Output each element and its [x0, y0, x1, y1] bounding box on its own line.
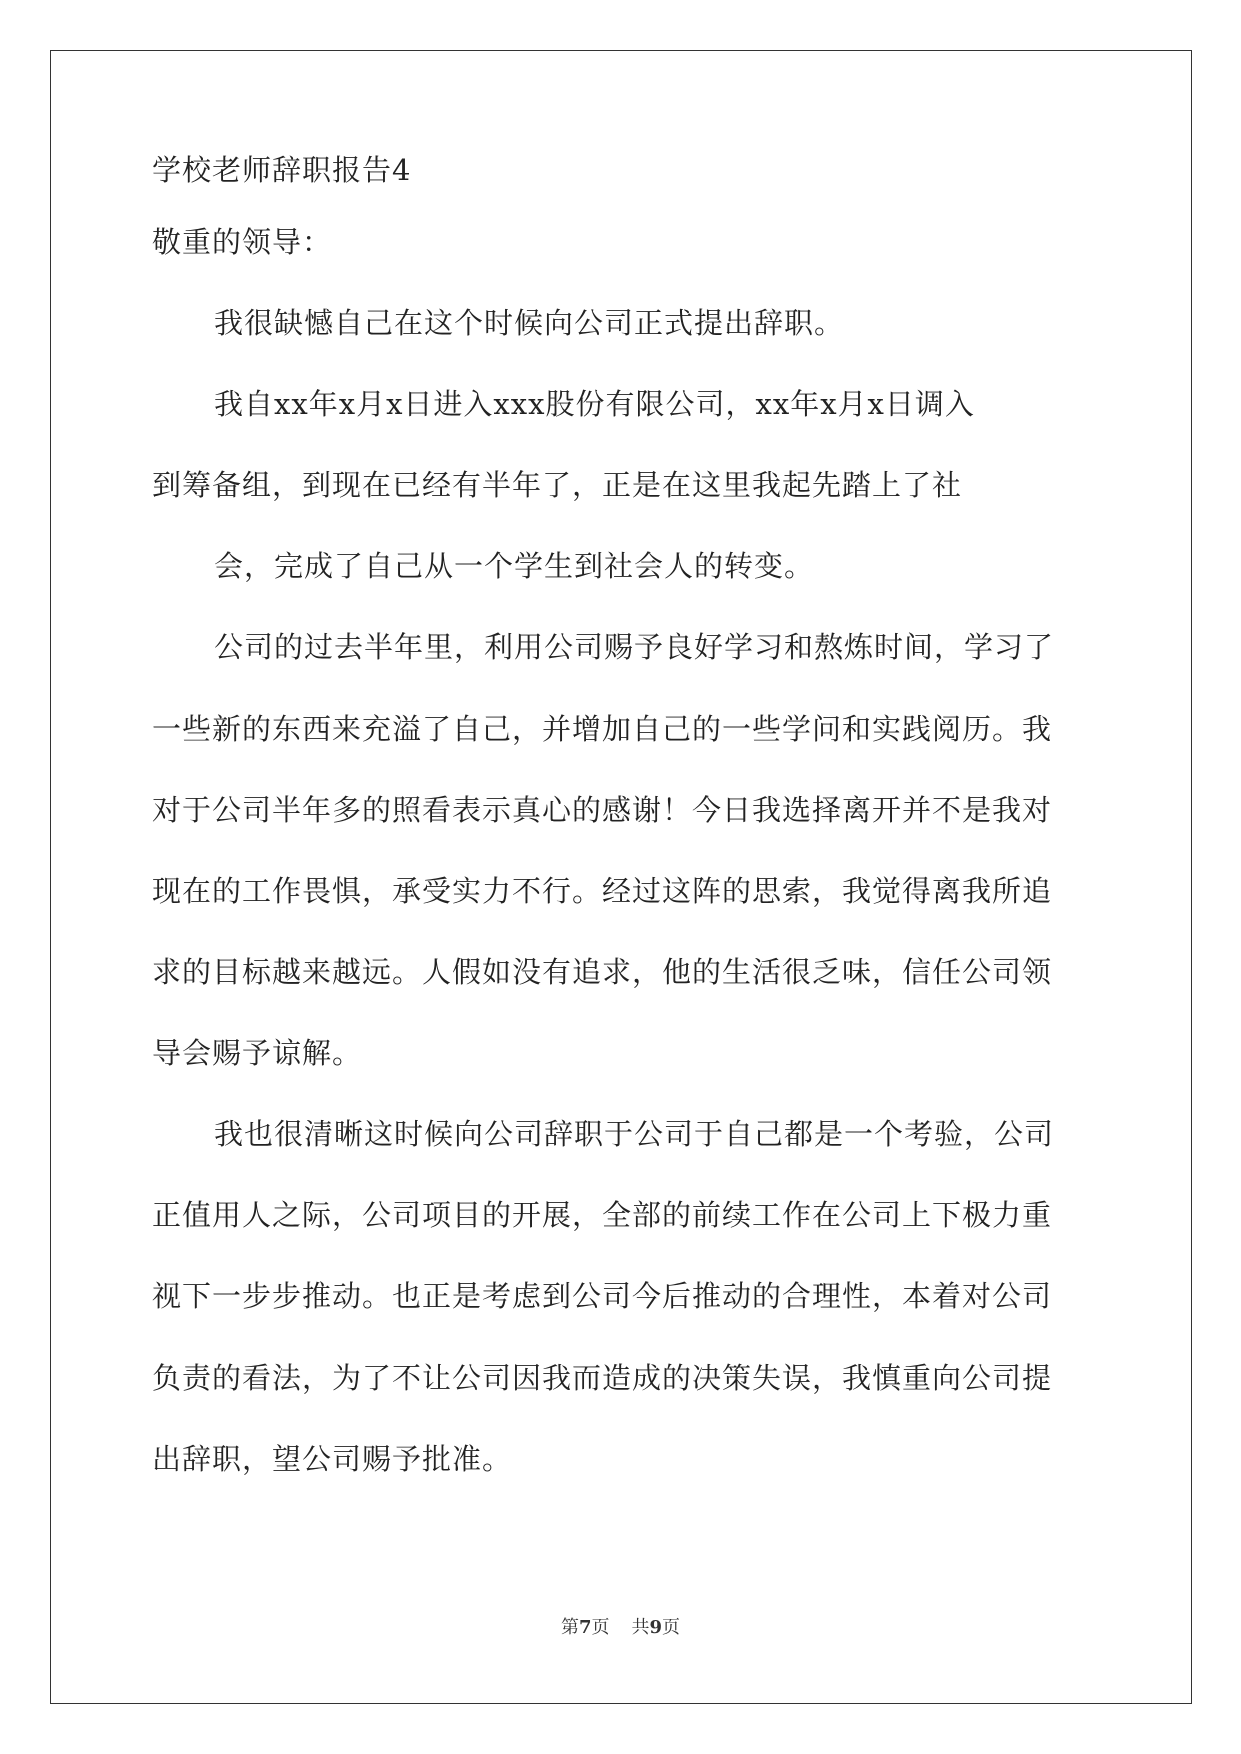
paragraph-line: 公司的过去半年里，利用公司赐予良好学习和熬炼时间，学习了 — [214, 630, 1055, 664]
footer-page-suffix: 页 — [591, 1617, 610, 1638]
paragraph-line: 导会赐予谅解。 — [152, 1036, 363, 1070]
paragraph-line: 我自xx年x月x日进入xxx股份有限公司，xx年x月x日调入 — [214, 387, 975, 421]
paragraph-line: 求的目标越来越远。人假如没有追求，他的生活很乏味，信任公司领 — [152, 955, 1053, 989]
paragraph-line: 到筹备组，到现在已经有半年了，正是在这里我起先踏上了社 — [152, 468, 963, 502]
paragraph-line: 出辞职，望公司赐予批准。 — [152, 1442, 513, 1476]
salutation: 敬重的领导： — [152, 225, 333, 259]
paragraph-line: 视下一步步推动。也正是考虑到公司今后推动的合理性，本着对公司 — [152, 1279, 1053, 1313]
page-footer — [0, 1616, 1241, 1640]
total-pages: 9 — [649, 1617, 663, 1638]
paragraph-line: 对于公司半年多的照看表示真心的感谢！今日我选择离开并不是我对 — [152, 793, 1053, 827]
paragraph-line: 我很缺憾自己在这个时候向公司正式提出辞职。 — [214, 306, 845, 340]
footer-total-suffix: 页 — [662, 1617, 681, 1638]
document-title: 学校老师辞职报告4 — [152, 153, 412, 187]
paragraph-line: 负责的看法，为了不让公司因我而造成的决策失误，我慎重向公司提 — [152, 1361, 1053, 1395]
footer-total-prefix: 共 — [631, 1617, 650, 1638]
paragraph-line: 一些新的东西来充溢了自己，并增加自己的一些学问和实践阅历。我 — [152, 712, 1053, 746]
paragraph-line: 现在的工作畏惧，承受实力不行。经过这阵的思索，我觉得离我所追 — [152, 874, 1053, 908]
footer-prefix: 第 — [560, 1617, 579, 1638]
paragraph-line: 正值用人之际，公司项目的开展，全部的前续工作在公司上下极力重 — [152, 1198, 1053, 1232]
paragraph-line: 会，完成了自己从一个学生到社会人的转变。 — [214, 549, 815, 583]
paragraph-line: 我也很清晰这时候向公司辞职于公司于自己都是一个考验，公司 — [214, 1117, 1055, 1151]
page-number: 7 — [578, 1617, 592, 1638]
